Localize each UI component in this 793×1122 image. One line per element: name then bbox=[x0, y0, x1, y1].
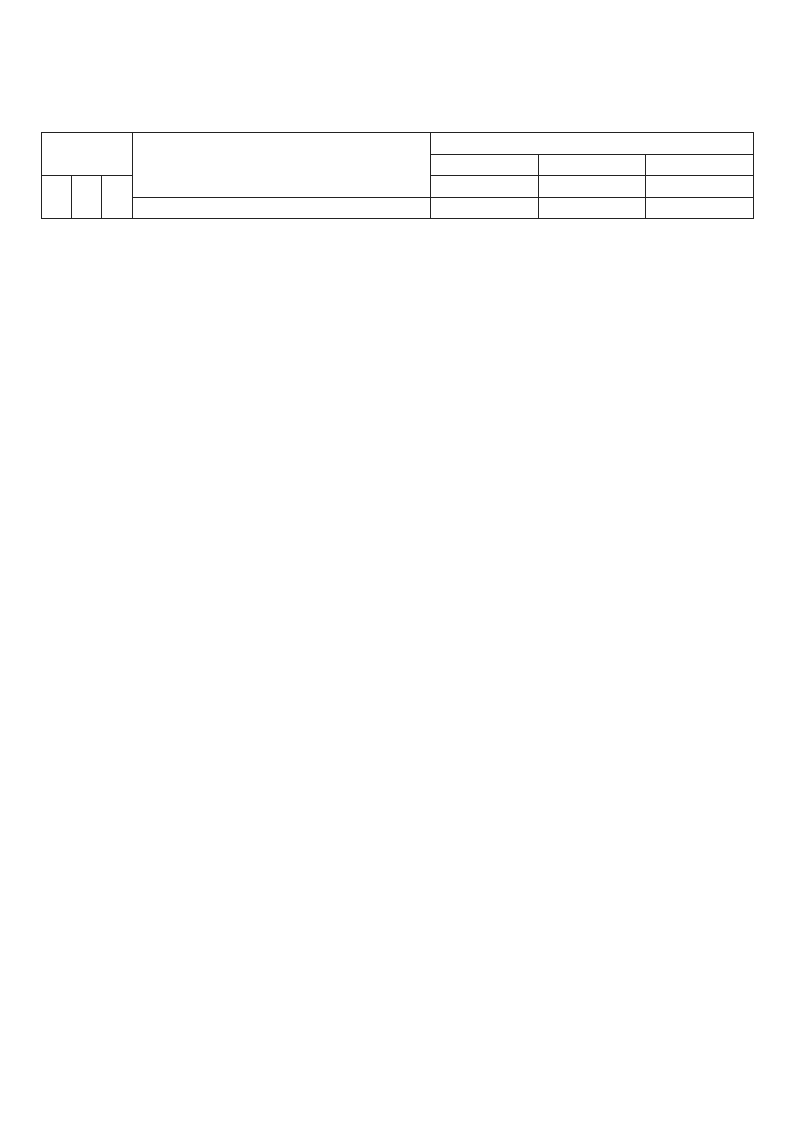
xiang-header bbox=[102, 176, 133, 219]
total-row-project bbox=[646, 197, 754, 219]
table-body bbox=[42, 133, 754, 219]
total-row-basic bbox=[539, 197, 646, 219]
col2-number bbox=[539, 176, 646, 198]
basic-header bbox=[539, 154, 646, 176]
total-row-total bbox=[431, 197, 539, 219]
expenditure-table bbox=[41, 132, 754, 219]
kuan-header bbox=[72, 176, 102, 219]
project-header bbox=[646, 154, 754, 176]
func-code-header bbox=[42, 133, 133, 176]
total-row-label bbox=[133, 197, 431, 219]
subject-name-header bbox=[133, 133, 431, 198]
col3-number bbox=[646, 176, 754, 198]
col1-number bbox=[431, 176, 539, 198]
lei-header bbox=[42, 176, 72, 219]
total-header bbox=[431, 154, 539, 176]
current-year-header bbox=[431, 133, 754, 155]
